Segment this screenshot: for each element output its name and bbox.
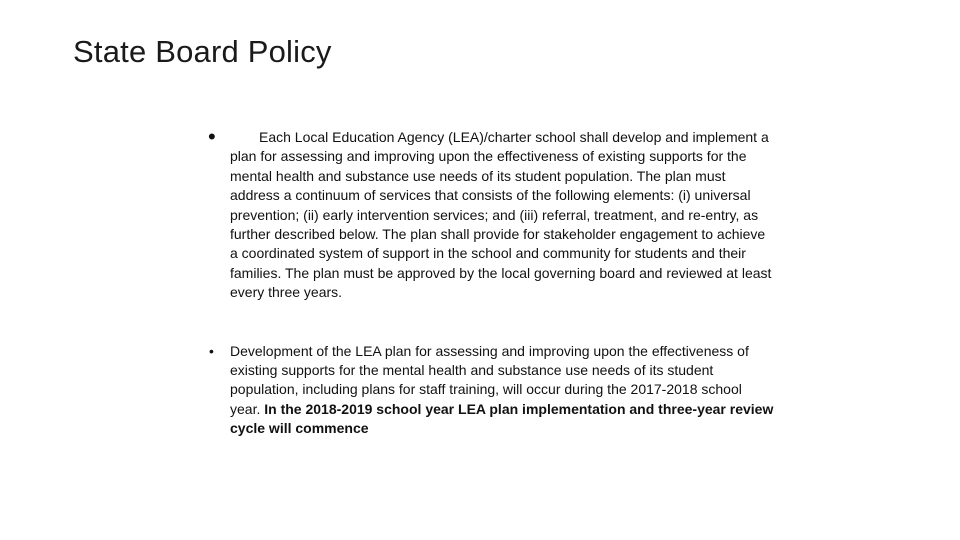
bullet-item-development [206,342,776,439]
bullet-list [206,124,776,439]
bullet-text-development-bold: In the 2018-2019 school year LEA plan implementation and three-year review cycle will commence [230,400,774,437]
bullet-text-policy: Each Local Education Agency (LEA)/charter school shall develop and implement a plan for assessing and improving upon the effectiveness of existing supports for the mental health and substance use needs of its student population. The plan must address a continuum of services that consists of the following elements: (i) universal prevention; (ii) early intervention services; and (iii) referral, treatment, and re-entry, as further described below. The plan shall provide for stakeholder engagement to achieve a coordinated system of support in the school and community for students and their families. The plan must be approved by the local governing board and reviewed at least every three years. [230,129,772,301]
bullet-dot-icon: • [208,124,216,149]
slide-title: State Board Policy [73,34,332,69]
bullet-dot-icon: • [209,342,214,359]
bullet-item-policy [206,124,776,303]
bullet-text-development: Development of the LEA plan for assessing and improving upon the effectiveness of existing supports for the mental health and substance use needs of its student population, including plans for staff training, will occur during the 2017-2018 school year. [230,342,749,417]
